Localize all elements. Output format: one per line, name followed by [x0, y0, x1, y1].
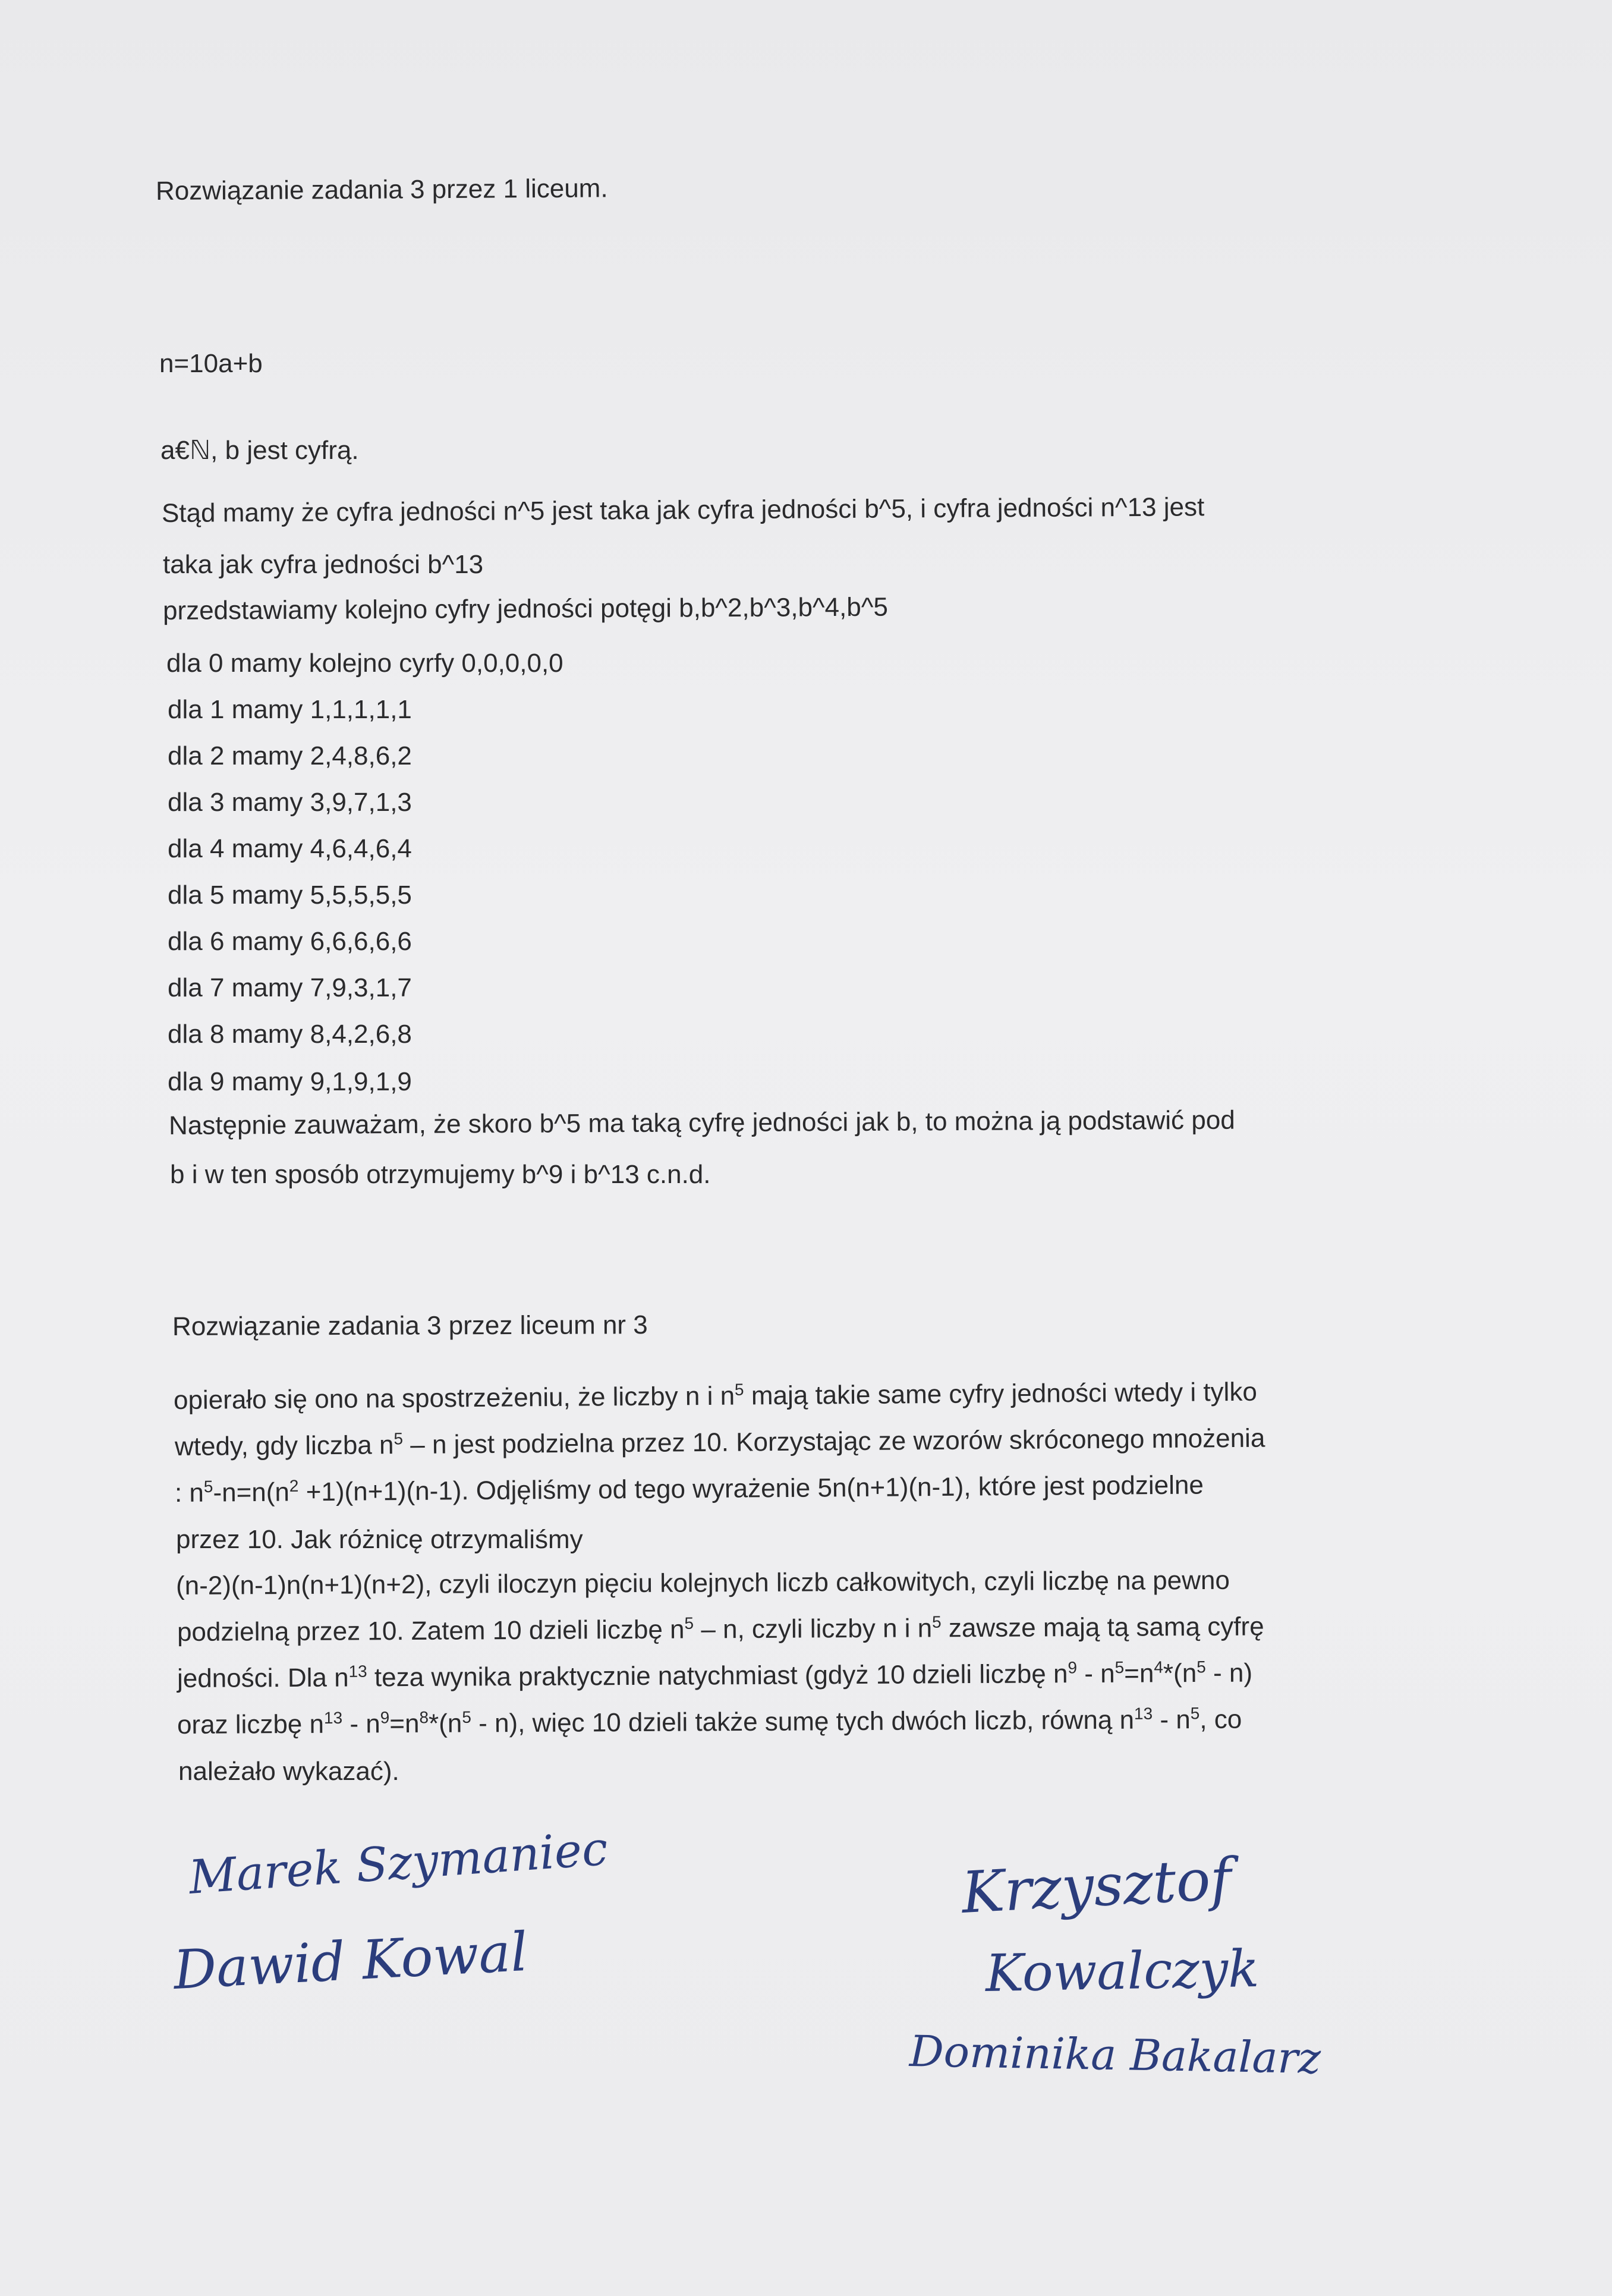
proof-line: oraz liczbę $n^{13} - n^9=n^8*(n^5 - n)$, więc 10 dzieli także sumę tych dwóch liczb, równą $n^{13} - n^5$, co	[177, 1704, 1242, 1740]
signature: Krzysztof	[960, 1845, 1233, 1926]
proof-line: jedności. Dla $n^{13}$ teza wynika praktycznie natychmiast (gdyż 10 dzieli liczbę $n^9 - n^5=n^4*(n^5 - n)$	[177, 1657, 1253, 1693]
paragraph-line: Stąd mamy że cyfra jedności n^5 jest taka jak cyfra jedności b^5, i cyfra jedności n^13 jest	[161, 492, 1205, 528]
digit-row: dla 1 mamy 1,1,1,1,1	[168, 695, 412, 724]
proof-line: przez 10. Jak różnicę otrzymaliśmy	[176, 1525, 583, 1554]
signature: Dominika Bakalarz	[909, 2026, 1321, 2084]
digit-row: dla 7 mamy 7,9,3,1,7	[168, 973, 412, 1002]
signature: Marek Szymaniec	[187, 1822, 610, 1905]
section-title-2: Rozwiązanie zadania 3 przez liceum nr 3	[172, 1310, 648, 1341]
digit-row: dla 4 mamy 4,6,4,6,4	[168, 834, 412, 863]
proof-line: podzielną przez 10. Zatem 10 dzieli liczbę $n^5$ – n, czyli liczby n i $n^5$ zawsze mają tą samą cyfrę	[177, 1612, 1264, 1647]
digit-row: dla 6 mamy 6,6,6,6,6	[168, 927, 412, 956]
equation-line: n=10a+b	[159, 349, 263, 378]
proof-line: wtedy, gdy liczba $n^5$ – n jest podzielna przez 10. Korzystając ze wzorów skróconego mnożenia	[174, 1423, 1265, 1461]
paragraph-line: Następnie zauważam, że skoro b^5 ma taką cyfrę jedności jak b, to można ją podstawić pod	[168, 1105, 1235, 1140]
digit-row: dla 3 mamy 3,9,7,1,3	[168, 788, 412, 817]
digit-row: dla 8 mamy 8,4,2,6,8	[168, 1020, 412, 1049]
proof-line: (n-2)(n-1)n(n+1)(n+2), czyli iloczyn pięciu kolejnych liczb całkowitych, czyli liczbę na pewno	[175, 1565, 1230, 1600]
proof-line: należało wykazać).	[178, 1757, 399, 1786]
paragraph-line: przedstawiamy kolejno cyfry jedności potęgi b,b^2,b^3,b^4,b^5	[162, 592, 889, 625]
digit-row: dla 2 mamy 2,4,8,6,2	[168, 741, 412, 770]
signature: Dawid Kowal	[172, 1920, 530, 2002]
paragraph-line: taka jak cyfra jedności b^13	[163, 550, 484, 579]
digit-row: dla 9 mamy 9,1,9,1,9	[168, 1067, 412, 1096]
digit-row: dla 0 mamy kolejno cyrfy 0,0,0,0,0	[166, 649, 563, 678]
domain-line: a€ℕ, b jest cyfrą.	[160, 436, 359, 465]
proof-line: : $n^5-n=n(n^2 +1)(n+1)(n-1)$. Odjęliśmy od tego wyrażenie 5n(n+1)(n-1), które jest podzielne	[174, 1470, 1204, 1508]
digit-row: dla 5 mamy 5,5,5,5,5	[168, 880, 412, 910]
section-title-1: Rozwiązanie zadania 3 przez 1 liceum.	[155, 174, 608, 206]
signature: Kowalczyk	[985, 1939, 1260, 2004]
paragraph-line: b i w ten sposób otrzymujemy b^9 i b^13 c.n.d.	[170, 1160, 711, 1189]
proof-line: opierało się ono na spostrzeżeniu, że liczby n i $n^5$ mają takie same cyfry jedności wtedy i tylko	[173, 1377, 1258, 1415]
